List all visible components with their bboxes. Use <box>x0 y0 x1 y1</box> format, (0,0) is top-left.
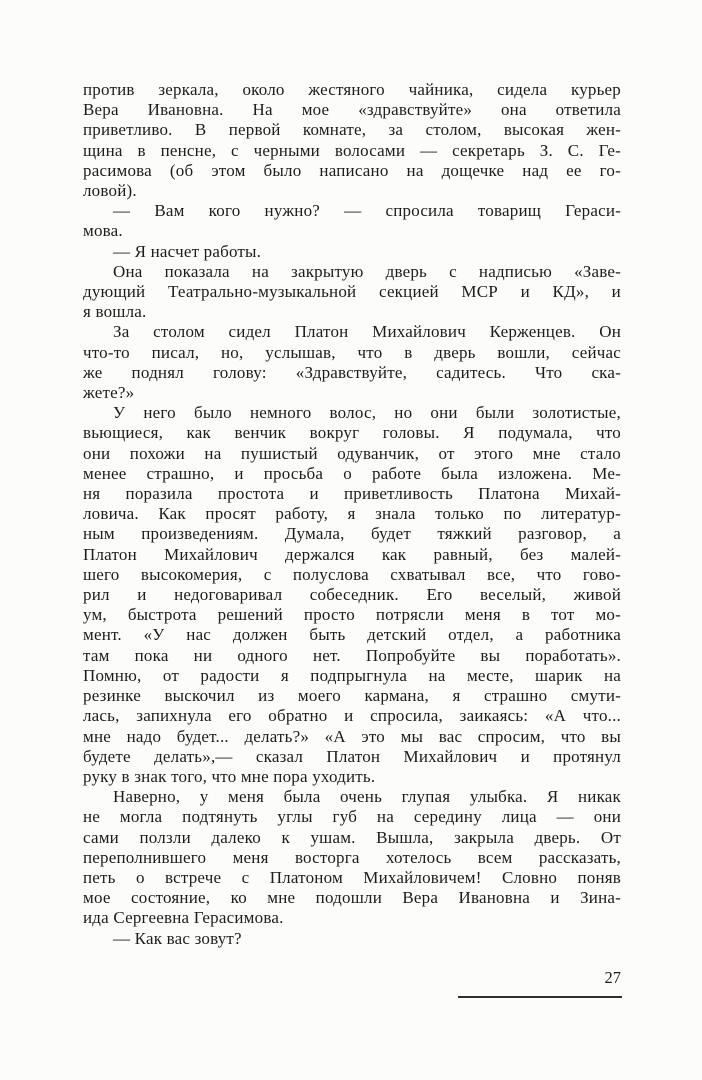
paragraph <box>83 262 621 323</box>
text-line: менее страшно, и просьба о работе была изложена. Ме- <box>83 463 621 483</box>
text-line: там пока ни одного нет. Попробуйте вы поработать». <box>83 645 621 665</box>
text-line: против зеркала, около жестяного чайника, сидела курьер <box>83 80 621 99</box>
text-line: Наверно, у меня была очень глупая улыбка. Я никак <box>113 787 621 807</box>
text-line: мне надо будет... делать?» «А это мы вас спросим, что вы <box>83 726 621 746</box>
text-line: сами ползли далеко к ушам. Вышла, закрыла дверь. От <box>83 827 621 847</box>
text-line: мент. «У нас должен быть детский отдел, а работника <box>83 625 621 645</box>
paragraph-dialogue <box>83 201 621 241</box>
text-line: они похожи на пушистый одуванчик, от этого мне стало <box>83 443 621 463</box>
text-line: мое состояние, ко мне подошли Вера Ивановна и Зина- <box>83 888 621 908</box>
text-line: У него было немного волос, но они были золотистые, <box>113 403 621 423</box>
footer-rule <box>458 996 622 998</box>
paragraph <box>83 322 621 403</box>
text-line: Платон Михайлович держался как равный, без малей- <box>83 544 621 564</box>
text-line: ловой). <box>83 181 137 201</box>
text-line: Она показала на закрытую дверь с надписью «Заве- <box>113 261 621 281</box>
text-line: ида Сергеевна Герасимова. <box>83 908 284 928</box>
text-line: приветливо. В первой комнате, за столом, высокая жен- <box>83 120 621 140</box>
text-line: Помню, от радости я подпрыгнула на месте, шарик на <box>83 665 621 685</box>
text-line: ным произведениям. Думала, будет тяжкий разговор, а <box>83 524 621 544</box>
text-line: будете делать»,— сказал Платон Михайлович и протянул <box>83 746 621 766</box>
text-line: — Я насчет работы. <box>113 241 262 261</box>
text-line: шего высокомерия, с полуслова схватывал все, что гово- <box>83 564 621 584</box>
page-number: 27 <box>604 968 621 987</box>
text-line: я вошла. <box>83 302 147 322</box>
text-line: — Как вас зовут? <box>113 928 242 948</box>
text-line: рил и недоговаривал собеседник. Его веселый, живой <box>83 585 621 605</box>
text-line: резинке выскочил из моего кармана, я страшно смути- <box>83 686 621 706</box>
text-line: переполнившего меня восторга хотелось всем рассказать, <box>83 847 621 867</box>
paragraph <box>83 403 621 787</box>
text-line: — Вам кого нужно? — спросила товарищ Гераси- <box>113 201 621 221</box>
paragraph <box>83 80 621 201</box>
text-line: вьющиеся, как венчик вокруг головы. Я подумала, что <box>83 423 621 443</box>
paragraph-dialogue <box>83 242 621 262</box>
page-text <box>83 80 621 949</box>
text-line: За столом сидел Платон Михайлович Керженцев. Он <box>113 322 621 342</box>
text-line: же поднял голову: «Здравствуйте, садитесь. Что ска- <box>83 362 621 382</box>
text-line: петь о встрече с Платоном Михайловичем! Словно поняв <box>83 867 621 887</box>
paragraph <box>83 787 621 928</box>
text-line: мова. <box>83 221 123 241</box>
text-line: не могла подтянуть углы губ на середину лица — они <box>83 807 621 827</box>
text-line: ловича. Как просят работу, я знала только по литератур- <box>83 504 621 524</box>
text-line: дующий Театрально-музыкальной секцией МСР и КД», и <box>83 282 621 302</box>
text-line: что-то писал, но, услышав, что в дверь вошли, сейчас <box>83 342 621 362</box>
text-line: лась, запихнула его обратно и спросила, заикаясь: «А что... <box>83 706 621 726</box>
text-line: ум, быстрота решений просто потрясли меня в тот мо- <box>83 605 621 625</box>
text-line: жете?» <box>83 383 135 403</box>
text-line: расимова (об этом было написано на дощечке над ее го- <box>83 160 621 180</box>
text-line: щина в пенсне, с черными волосами — секретарь З. С. Ге- <box>83 140 621 160</box>
text-line: ня поразила простота и приветливость Платона Михай- <box>83 484 621 504</box>
text-line: руку в знак того, что мне пора уходить. <box>83 766 376 786</box>
paragraph-dialogue <box>83 929 621 949</box>
text-line: Вера Ивановна. На мое «здравствуйте» она ответила <box>83 100 621 120</box>
